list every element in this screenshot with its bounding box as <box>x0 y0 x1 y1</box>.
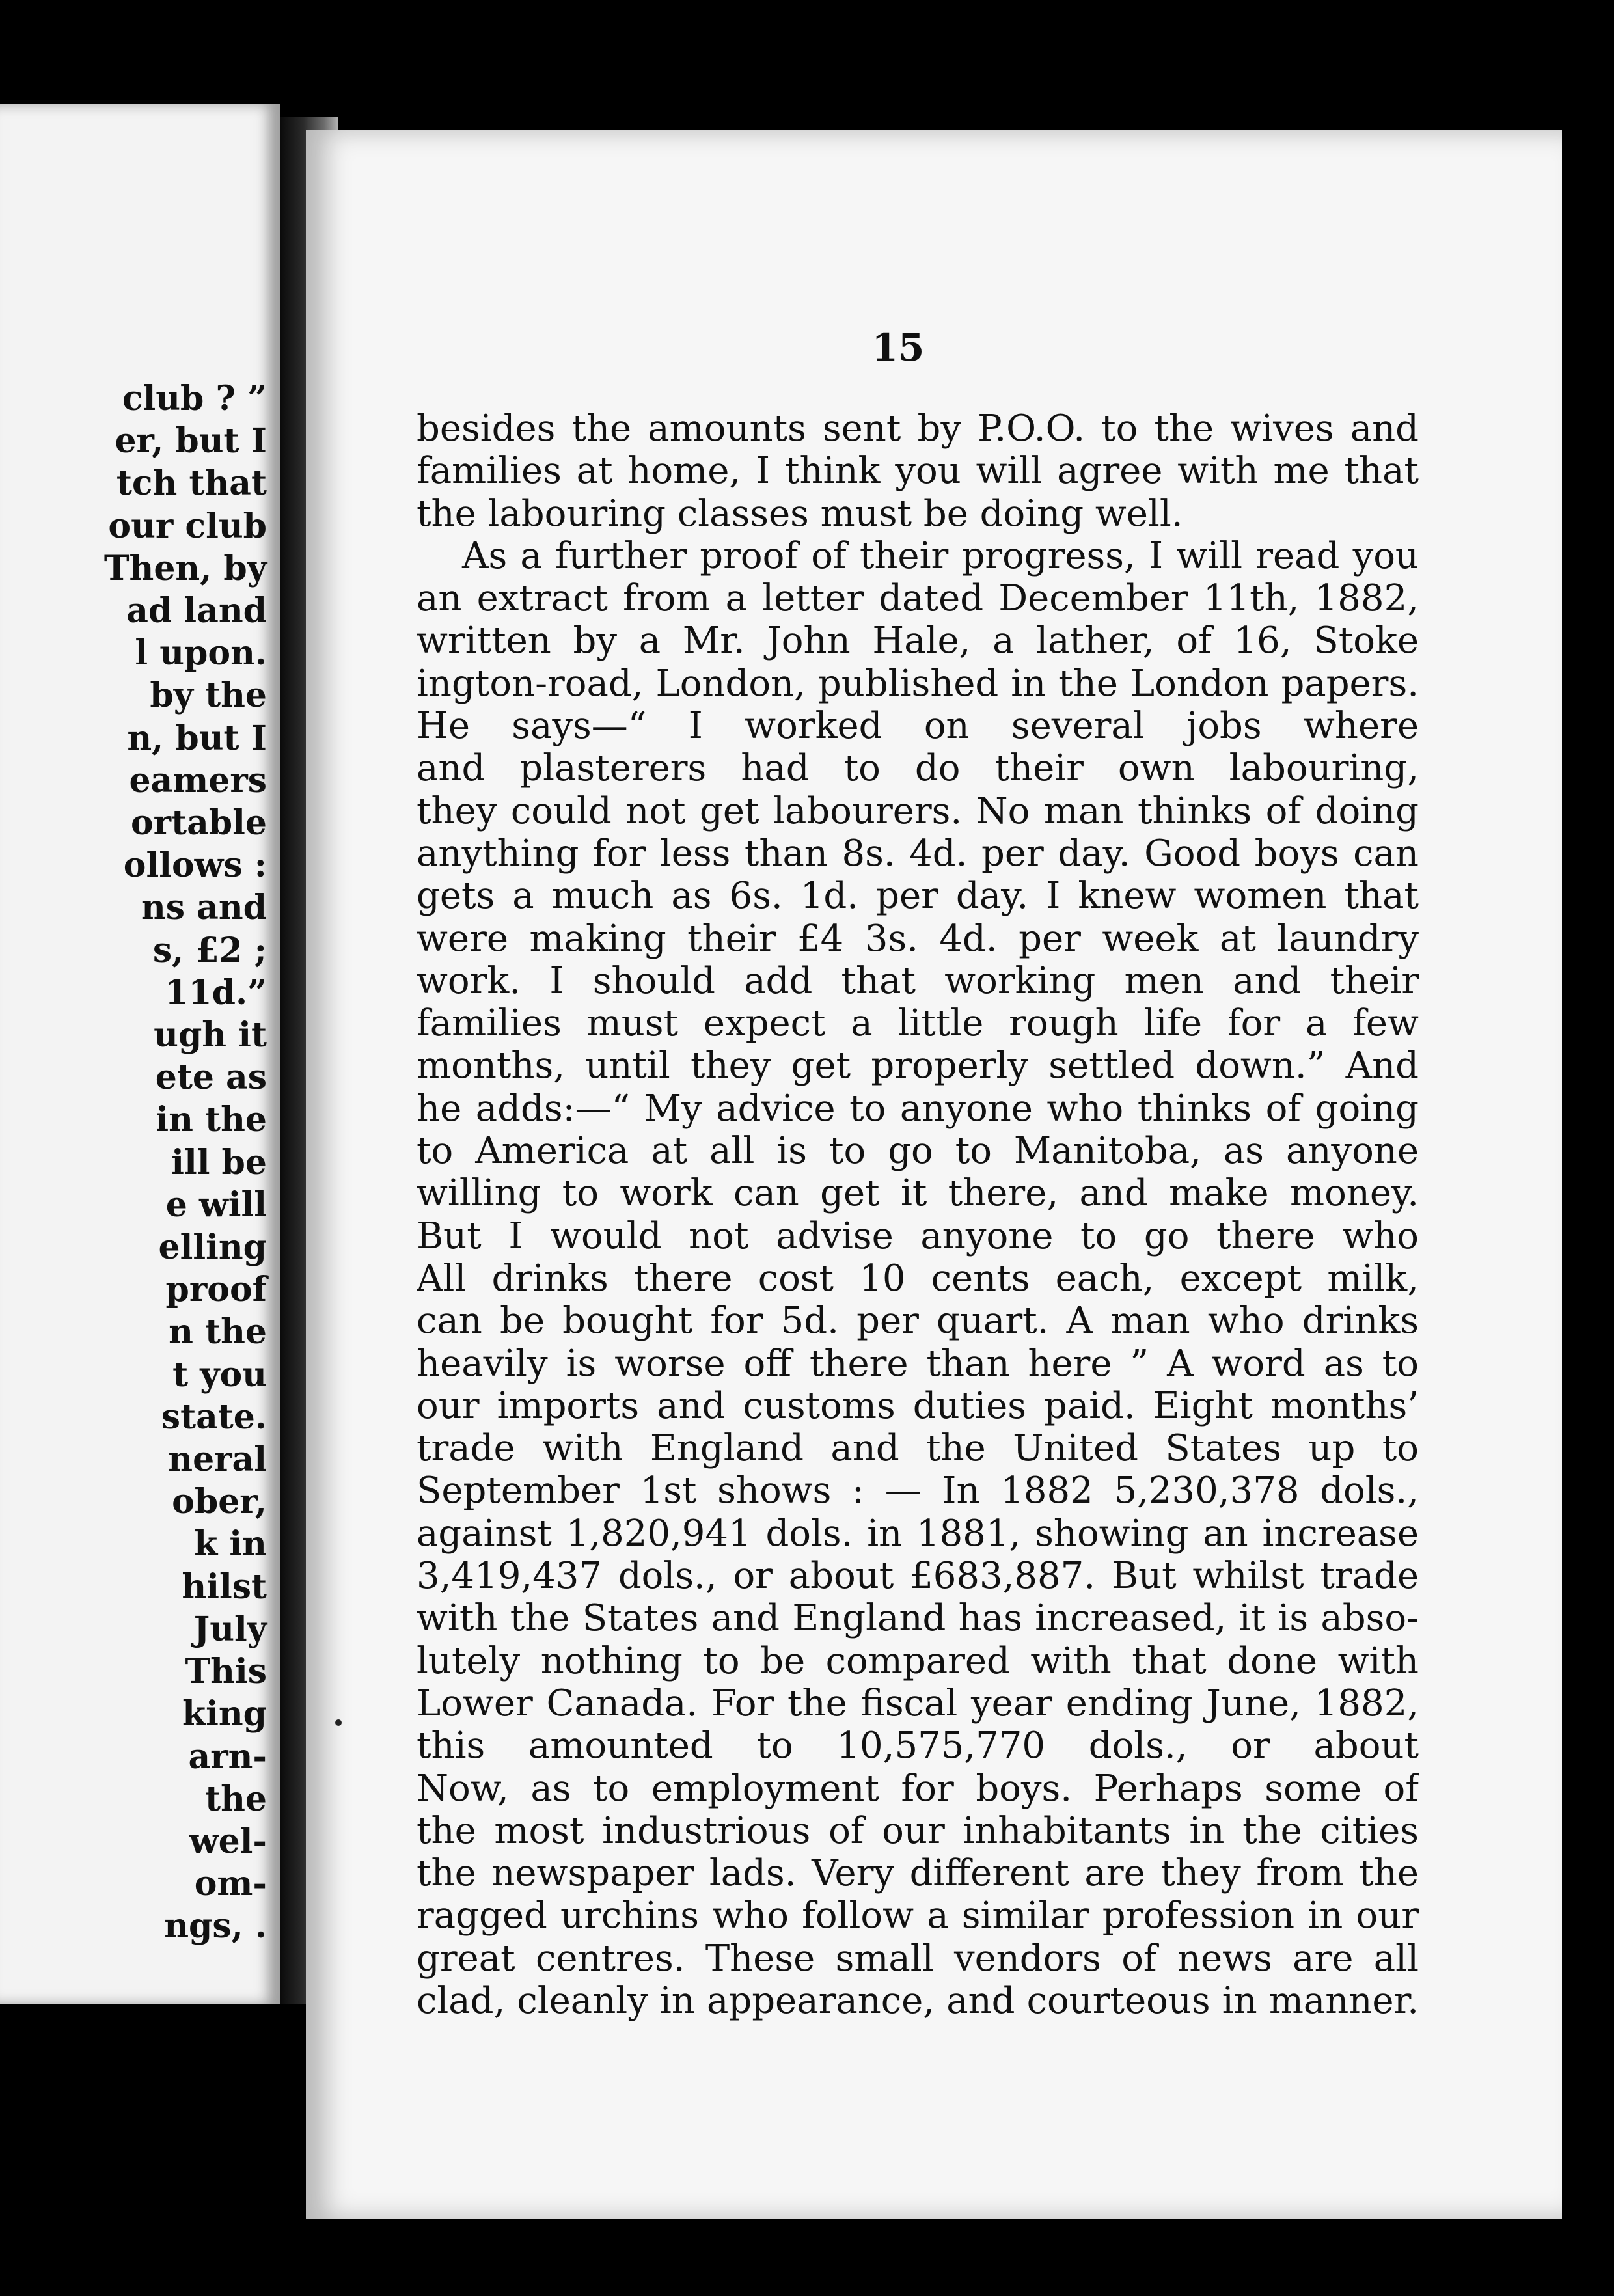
text-line: months, until they get properly settled down.” And <box>417 1045 1419 1087</box>
left-line: hilst <box>182 1566 267 1607</box>
left-line: ortable <box>131 803 267 843</box>
left-line: s, £2 ; <box>152 930 267 970</box>
left-line: Then, by <box>103 548 267 588</box>
text-line: written by a Mr. John Hale, a lather, of 16, Stoke <box>417 620 1419 663</box>
text-line: All drinks there cost 10 cents each, except milk, <box>417 1257 1419 1300</box>
page-number: 15 <box>871 325 925 370</box>
text-line: Now, as to employment for boys. Perhaps some of <box>417 1767 1419 1810</box>
text-line: September 1st shows : — In 1882 5,230,378 dols., <box>417 1469 1419 1512</box>
left-line: our club <box>108 506 267 546</box>
text-line: to America at all is to go to Manitoba, as anyone <box>417 1130 1419 1173</box>
text-line: great centres. These small vendors of news are all <box>417 1937 1419 1980</box>
text-line: lutely nothing to be compared with that done with <box>417 1639 1419 1682</box>
left-line: July <box>193 1609 267 1649</box>
left-page-text <box>0 377 267 1948</box>
text-line: were making their £4 3s. 4d. per week at laundry <box>417 917 1419 960</box>
left-line: k in <box>194 1524 267 1565</box>
left-line: club ? ” <box>122 379 267 418</box>
text-line: ington-road, London, published in the London papers. <box>417 662 1419 705</box>
text-line: gets a much as 6s. 1d. per day. I knew women that <box>417 875 1419 918</box>
left-line: eamers <box>129 760 267 800</box>
left-line: 11d.” <box>165 972 267 1013</box>
text-line: families must expect a little rough life for a few <box>417 1002 1419 1045</box>
left-line: king <box>182 1694 267 1734</box>
text-line: He says—“ I worked on several jobs where <box>417 705 1419 748</box>
left-line: neral <box>168 1440 267 1480</box>
text-line: Lower Canada. For the fiscal year ending June, 1882, <box>417 1682 1419 1725</box>
text-line: with the States and England has increased, it is abso- <box>417 1597 1419 1640</box>
left-line: state. <box>161 1397 267 1437</box>
left-line: om- <box>194 1864 267 1904</box>
left-line: n, but I <box>127 718 267 758</box>
left-line: ill be <box>171 1142 267 1182</box>
body-text <box>417 407 1419 2022</box>
left-line: t you <box>172 1354 267 1395</box>
left-line: ns and <box>141 888 267 928</box>
left-line: n the <box>169 1312 267 1352</box>
text-line: and plasterers had to do their own labouring, <box>417 747 1419 790</box>
left-line: arn- <box>188 1736 267 1777</box>
left-line: elling <box>158 1227 267 1268</box>
text-line: our imports and customs duties paid. Eight months’ <box>417 1384 1419 1427</box>
text-line: But I would not advise anyone to go there who <box>417 1214 1419 1257</box>
text-line: trade with England and the United States up to <box>417 1427 1419 1470</box>
text-line: ragged urchins who follow a similar profession in our <box>417 1894 1419 1937</box>
left-page <box>0 104 280 2004</box>
text-line: As a further proof of their progress, I will read you <box>462 534 1419 577</box>
text-line: can be bought for 5d. per quart. A man who drinks <box>417 1300 1419 1343</box>
ink-speck <box>335 1719 342 1726</box>
text-line: against 1,820,941 dols. in 1881, showing an increase <box>417 1512 1419 1555</box>
left-line: ober, <box>172 1482 267 1522</box>
text-line: the most industrious of our inhabitants in the cities <box>417 1809 1419 1852</box>
text-line: work. I should add that working men and their <box>417 959 1419 1002</box>
left-line: in the <box>156 1100 267 1140</box>
text-line: willing to work can get it there, and make money. <box>417 1172 1419 1215</box>
text-line: anything for less than 8s. 4d. per day. Good boys can <box>417 832 1419 875</box>
text-line: heavily is worse off there than here ” A word as to <box>417 1342 1419 1385</box>
text-line: families at home, I think you will agree with me that <box>417 450 1419 493</box>
text-line: besides the amounts sent by P.O.O. to the wives and <box>417 407 1419 450</box>
left-line: ete as <box>155 1058 267 1098</box>
text-line: clad, cleanly in appearance, and courteous in manner. <box>417 1979 1419 2022</box>
text-line: the labouring classes must be doing well. <box>417 492 1183 535</box>
left-line: tch that <box>116 463 267 504</box>
left-line: This <box>185 1652 267 1692</box>
text-line: he adds:—“ My advice to anyone who thinks of going <box>417 1087 1419 1130</box>
left-line: by the <box>150 676 267 716</box>
left-line: the <box>205 1779 267 1819</box>
left-line: ugh it <box>154 1015 267 1056</box>
text-line: this amounted to 10,575,770 dols., or about <box>417 1725 1419 1768</box>
left-line: proof <box>165 1270 267 1310</box>
left-line: e will <box>165 1184 267 1225</box>
left-line: wel- <box>189 1821 267 1861</box>
text-line: they could not get labourers. No man thinks of doing <box>417 789 1419 832</box>
text-line: an extract from a letter dated December 11th, 1882, <box>417 577 1419 620</box>
left-line: ngs, . <box>164 1906 267 1947</box>
left-line: l upon. <box>135 633 267 674</box>
left-line: ollows : <box>123 845 267 886</box>
left-line: er, but I <box>115 421 267 461</box>
text-line: the newspaper lads. Very different are they from the <box>417 1852 1419 1895</box>
text-line: 3,419,437 dols., or about £683,887. But whilst trade <box>417 1555 1419 1598</box>
left-line: ad land <box>126 591 267 631</box>
